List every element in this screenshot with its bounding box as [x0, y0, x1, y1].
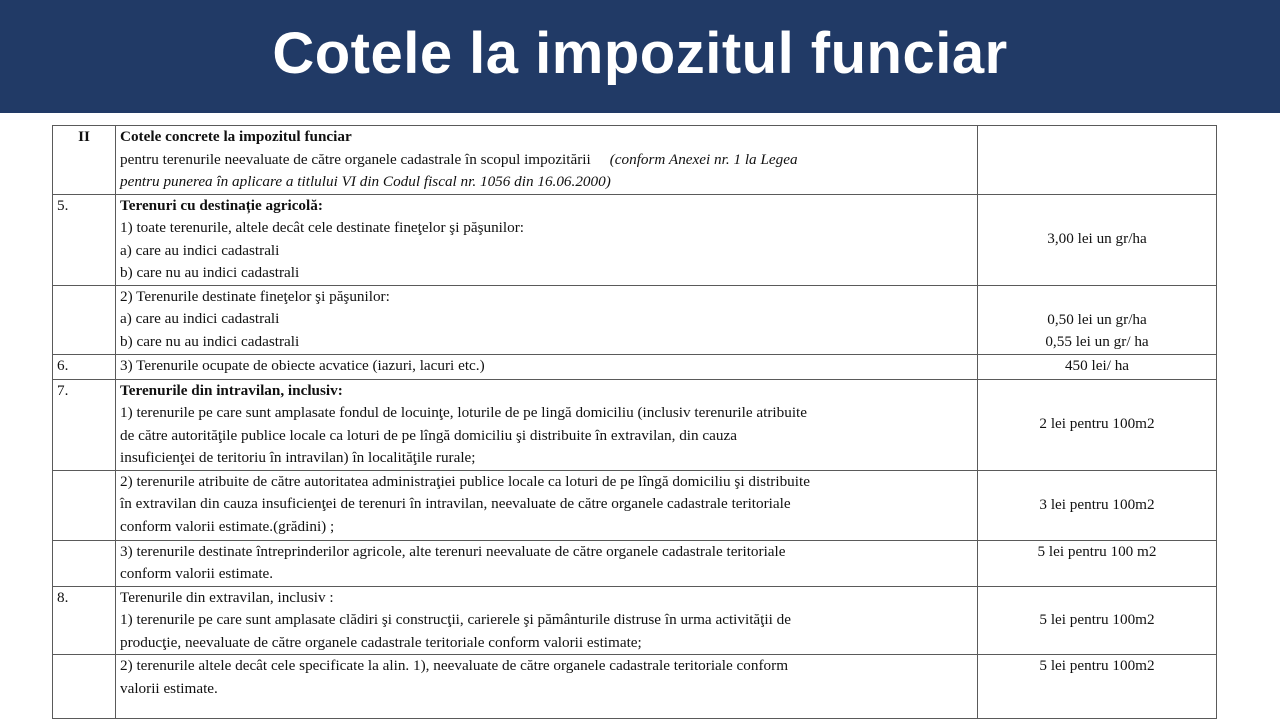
description-line: conform valorii estimate. — [120, 565, 274, 582]
description-line: b) care nu au indici cadastrali — [120, 264, 300, 281]
row-description — [116, 354, 978, 379]
description-line: valorii estimate. — [120, 679, 218, 697]
description-line: b) care nu au indici cadastrali — [120, 332, 300, 350]
row-description — [116, 586, 978, 655]
rate-value: 2 lei pentru 100m2 — [1039, 415, 1155, 433]
description-line: conform valorii estimate.(grădini) ; — [120, 517, 335, 535]
row-rate — [978, 126, 1217, 195]
description-line: 2) terenurile atribuite de către autoritatea administraţiei publice locale ca loturi de pe lîngă domiciliu şi distribuite — [120, 472, 810, 490]
row-rate — [978, 470, 1217, 540]
description-line: a) care au indici cadastrali — [120, 241, 280, 259]
table-row — [53, 354, 1217, 379]
row-number: 7. — [53, 379, 116, 470]
table-row — [53, 126, 1217, 195]
description-line: pentru punerea în aplicare a titlului VI din Codul fiscal nr. 1056 din 16.06.2000) — [120, 173, 611, 190]
row-description — [116, 540, 978, 586]
description-line: Terenuri cu destinație agricolă: — [120, 196, 323, 214]
description-line: Terenurile din extravilan, inclusiv : — [120, 588, 334, 606]
row-description — [116, 379, 978, 470]
description-line: 2) Terenurile destinate fineţelor şi păşunilor: — [120, 287, 390, 305]
row-description — [116, 655, 978, 719]
row-number — [53, 655, 116, 719]
row-number: 8. — [53, 586, 116, 655]
table-row — [53, 194, 1217, 285]
row-rate — [978, 379, 1217, 470]
slide-title: Cotele la impozitul funciar — [272, 20, 1008, 86]
rate-value: 450 lei/ ha — [1064, 356, 1130, 374]
rate-value: 5 lei pentru 100m2 — [1039, 657, 1155, 674]
row-number — [53, 470, 116, 540]
tax-rates-table — [52, 125, 1217, 719]
description-line: Cotele concrete la impozitul funciar — [120, 128, 352, 145]
description-line: 3) terenurile destinate întreprinderilor agricole, alte terenuri neevaluate de către organele cadastrale teritoriale — [120, 542, 786, 560]
description-line — [120, 149, 973, 172]
row-rate — [978, 354, 1217, 379]
table-row — [53, 470, 1217, 540]
description-line: a) care au indici cadastrali — [120, 310, 280, 327]
rate-value: 5 lei pentru 100 m2 — [1037, 542, 1157, 560]
description-line: de către autorităţile publice locale ca loturi de pe lîngă domiciliu şi distribuite în extravilan, din cauza — [120, 426, 737, 444]
description-line: 3) Terenurile ocupate de obiecte acvatice (iazuri, lacuri etc.) — [120, 356, 485, 374]
description-line: 1) terenurile pe care sunt amplasate clădiri şi construcţii, carierele şi pământurile distruse în urma activităţii de — [120, 611, 791, 628]
rate-value: 3 lei pentru 100m2 — [1039, 495, 1155, 513]
description-line: 2) terenurile altele decât cele specificate la alin. 1), neevaluate de către organele cadastrale teritoriale conform — [120, 657, 789, 674]
rate-value: 0,50 lei un gr/ha — [1047, 310, 1147, 328]
rate-value: 5 lei pentru 100m2 — [1039, 611, 1155, 628]
row-number — [53, 540, 116, 586]
row-description — [116, 126, 978, 195]
table-row — [53, 540, 1217, 586]
table-row — [53, 586, 1217, 655]
row-description — [116, 194, 978, 285]
table-row — [53, 655, 1217, 719]
row-rate — [978, 655, 1217, 719]
table-row — [53, 379, 1217, 470]
rate-value: 0,55 lei un gr/ ha — [1045, 333, 1149, 350]
row-number — [53, 285, 116, 354]
row-number: II — [53, 126, 116, 195]
law-reference: (conform Anexei nr. 1 la Legea — [609, 150, 798, 168]
title-banner — [0, 0, 1280, 113]
description-line: insuficienţei de teritoriu în intravilan) în localităţile rurale; — [120, 449, 476, 466]
description-line: 1) terenurile pe care sunt amplasate fondul de locuinţe, loturile de pe lingă domiciliu (inclusiv terenurile atribuite — [120, 404, 807, 421]
row-number: 6. — [53, 354, 116, 379]
row-rate — [978, 285, 1217, 354]
description-line: 1) toate terenurile, altele decât cele destinate fineţelor şi păşunilor: — [120, 219, 524, 236]
table-row — [53, 285, 1217, 354]
description-line: producţie, neevaluate de către organele cadastrale teritoriale conform valorii estimate; — [120, 633, 642, 651]
row-description — [116, 470, 978, 540]
row-rate — [978, 586, 1217, 655]
description-line: în extravilan din cauza insuficienţei de terenuri în intravilan, neevaluate de către organele cadastrale teritoriale — [120, 495, 791, 512]
row-description — [116, 285, 978, 354]
description-text: pentru terenurile neevaluate de către organele cadastrale în scopul impozitării — [120, 150, 591, 168]
description-line: Terenurile din intravilan, inclusiv: — [120, 381, 343, 399]
row-rate — [978, 194, 1217, 285]
rate-value: 3,00 lei un gr/ha — [1047, 230, 1147, 248]
row-number: 5. — [53, 194, 116, 285]
row-rate — [978, 540, 1217, 586]
